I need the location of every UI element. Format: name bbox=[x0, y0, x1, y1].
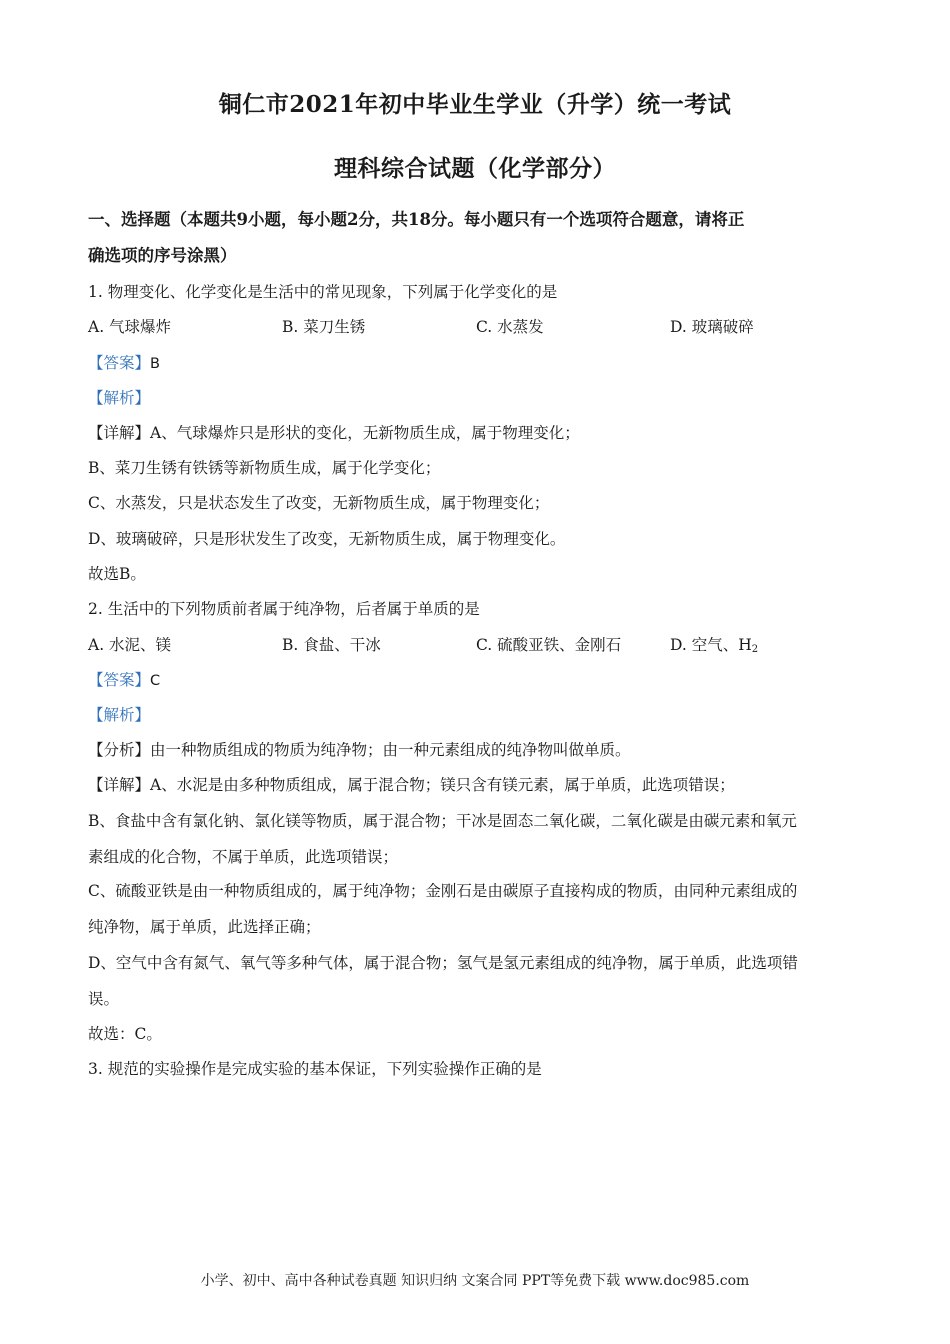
q1-option-d: D. 玻璃破碎 bbox=[670, 318, 754, 336]
detail-text: A、气球爆炸只是形状的变化，无新物质生成，属于物理变化； bbox=[150, 424, 580, 442]
q2-detail-d-line1: D、空气中含有氮气、氧气等多种气体，属于混合物；氢气是氢元素组成的纯净物，属于单质，此选项错 bbox=[88, 954, 798, 972]
q2-option-d bbox=[670, 633, 758, 655]
q2-conclusion: 故选：C。 bbox=[88, 1025, 162, 1043]
exam-title: 铜仁市2021年初中毕业生学业（升学）统一考试 bbox=[218, 91, 732, 118]
exam-subtitle: 理科综合试题（化学部分） bbox=[334, 155, 616, 182]
option-d-text: D. 空气、H bbox=[670, 636, 752, 654]
q2-option-a: A. 水泥、镁 bbox=[88, 636, 172, 654]
answer-tag: 【答案】 bbox=[88, 671, 151, 689]
detail-tag: 【详解】 bbox=[88, 776, 151, 794]
answer-tag: 【答案】 bbox=[88, 354, 151, 372]
q2-fenxi bbox=[88, 738, 631, 760]
answer-value: B bbox=[150, 356, 160, 372]
section-heading-line2: 确选项的序号涂黑） bbox=[88, 246, 237, 265]
q1-stem: 1. 物理变化、化学变化是生活中的常见现象，下列属于化学变化的是 bbox=[88, 283, 558, 301]
q1-answer bbox=[88, 351, 160, 373]
q2-detail-c-line1: C、硫酸亚铁是由一种物质组成的，属于纯净物；金刚石是由碳原子直接构成的物质，由同种元素组成的 bbox=[88, 882, 798, 900]
section-heading-line1: 一、选择题（本题共9小题，每小题2分，共18分。每小题只有一个选项符合题意，请将正 bbox=[88, 210, 745, 229]
q2-stem: 2. 生活中的下列物质前者属于纯净物，后者属于单质的是 bbox=[88, 600, 480, 618]
fenxi-tag: 【分析】 bbox=[88, 741, 151, 759]
q2-detail-b-line2: 素组成的化合物，不属于单质，此选项错误； bbox=[88, 848, 399, 866]
q1-detail-a bbox=[88, 421, 580, 443]
q1-option-a: A. 气球爆炸 bbox=[88, 318, 172, 336]
q1-detail-c: C、水蒸发，只是状态发生了改变，无新物质生成，属于物理变化； bbox=[88, 494, 550, 512]
page-footer: 小学、初中、高中各种试卷真题 知识归纳 文案合同 PPT等免费下载 www.doc985.com bbox=[200, 1273, 750, 1289]
subscript: 2 bbox=[751, 644, 759, 655]
q1-option-c: C. 水蒸发 bbox=[476, 318, 544, 336]
q2-detail-a bbox=[88, 773, 735, 795]
fenxi-text: 由一种物质组成的物质为纯净物；由一种元素组成的纯净物叫做单质。 bbox=[150, 741, 631, 759]
q2-detail-d-line2: 误。 bbox=[88, 990, 120, 1008]
q2-analysis-tag: 【解析】 bbox=[88, 706, 151, 724]
q1-detail-b: B、菜刀生锈有铁锈等新物质生成，属于化学变化； bbox=[88, 459, 441, 477]
answer-value: C bbox=[150, 673, 161, 689]
q2-detail-b-line1: B、食盐中含有氯化钠、氯化镁等物质，属于混合物；干冰是固态二氧化碳，二氧化碳是由碳元素和氧元 bbox=[88, 812, 797, 830]
q2-answer bbox=[88, 668, 160, 690]
q2-option-c: C. 硫酸亚铁、金刚石 bbox=[476, 636, 622, 654]
detail-text: A、水泥是由多种物质组成，属于混合物；镁只含有镁元素，属于单质，此选项错误； bbox=[150, 776, 735, 794]
q1-detail-d: D、玻璃破碎，只是形状发生了改变，无新物质生成，属于物理变化。 bbox=[88, 530, 566, 548]
detail-tag: 【详解】 bbox=[88, 424, 151, 442]
q2-detail-c-line2: 纯净物，属于单质，此选择正确； bbox=[88, 918, 321, 936]
q1-option-b: B. 菜刀生锈 bbox=[282, 318, 366, 336]
q1-analysis-tag: 【解析】 bbox=[88, 389, 151, 407]
q3-stem: 3. 规范的实验操作是完成实验的基本保证，下列实验操作正确的是 bbox=[88, 1060, 542, 1078]
q1-conclusion: 故选B。 bbox=[88, 565, 146, 583]
q2-option-b: B. 食盐、干冰 bbox=[282, 636, 381, 654]
